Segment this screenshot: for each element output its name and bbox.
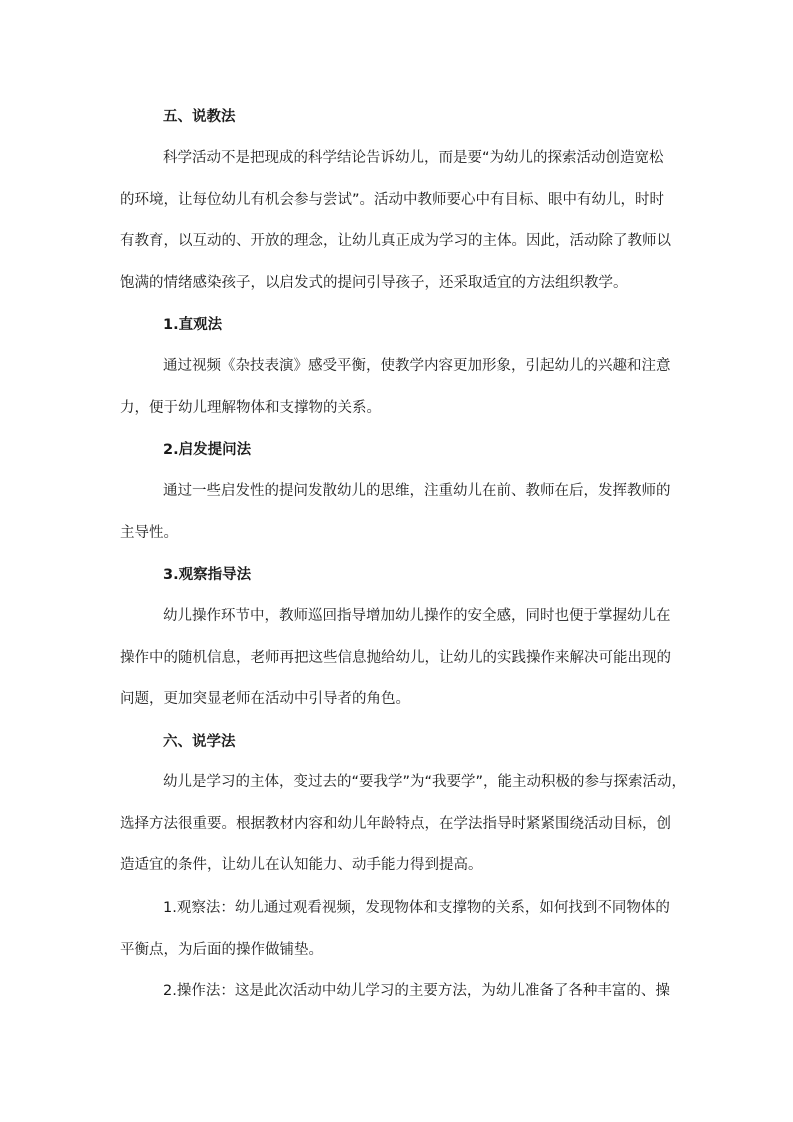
subheading-intuitive-method: 1.直观法 — [163, 317, 223, 333]
text-line: 科学活动不是把现成的科学结论告诉幼儿，而是要“为幼儿的探索活动创造宽松 — [163, 150, 664, 166]
text-line: 通过视频《杂技表演》感受平衡，使教学内容更加形象，引起幼儿的兴趣和注意 — [163, 358, 671, 374]
text-line: 1.观察法：幼儿通过观看视频，发现物体和支撑物的关系，如何找到不同物体的 — [163, 900, 670, 916]
text-line: 平衡点，为后面的操作做铺垫。 — [120, 941, 323, 958]
text-line: 幼儿操作环节中，教师巡回指导增加幼儿操作的安全感，同时也便于掌握幼儿在 — [163, 608, 671, 624]
section-heading-teaching-methods: 五、说教法 — [163, 109, 236, 125]
text-line: 饱满的情绪感染孩子，以启发式的提问引导孩子，还采取适宜的方法组织教学。 — [120, 274, 628, 291]
text-line: 通过一些启发性的提问发散幼儿的思维，注重幼儿在前、教师在后，发挥教师的 — [163, 483, 671, 499]
text-line: 力，便于幼儿理解物体和支撑物的关系。 — [120, 399, 381, 416]
text-line: 操作中的随机信息，老师再把这些信息抛给幼儿，让幼儿的实践操作来解决可能出现的 — [120, 649, 671, 666]
paragraph-learning-intro — [120, 762, 687, 887]
text-line: 主导性。 — [120, 524, 178, 541]
text-line: 的环境，让每位幼儿有机会参与尝试”。活动中教师要心中有目标、眼中有幼儿，时时 — [120, 191, 665, 208]
section-heading-learning-methods: 六、说学法 — [163, 734, 236, 750]
subheading-questioning-method: 2.启发提问法 — [163, 442, 252, 458]
paragraph-observation-guidance — [120, 596, 676, 721]
text-line: 造适宜的条件，让幼儿在认知能力、动手能力得到提高。 — [120, 857, 483, 873]
text-line: 幼儿是学习的主体，变过去的“要我学”为“我要学”，能主动积极的参与探索活动， — [163, 774, 687, 790]
paragraph-observation-method — [120, 888, 676, 971]
text-line: 2.操作法：这是此次活动中幼儿学习的主要方法，为幼儿准备了各种丰富的、操 — [163, 983, 670, 999]
paragraph-questioning-method — [120, 471, 676, 554]
text-line: 选择方法很重要。根据教材内容和幼儿年龄特点，在学法指导时紧紧围绕活动目标，创 — [120, 815, 671, 832]
subheading-observation-guidance: 3.观察指导法 — [163, 567, 252, 583]
text-line: 问题，更加突显老师在活动中引导者的角色。 — [120, 691, 410, 707]
paragraph-teaching-intro — [120, 138, 676, 304]
text-line: 有教育，以互动的、开放的理念，让幼儿真正成为学习的主体。因此，活动除了教师以 — [120, 233, 671, 249]
paragraph-intuitive-method — [120, 346, 676, 429]
paragraph-operation-method — [120, 971, 676, 1013]
